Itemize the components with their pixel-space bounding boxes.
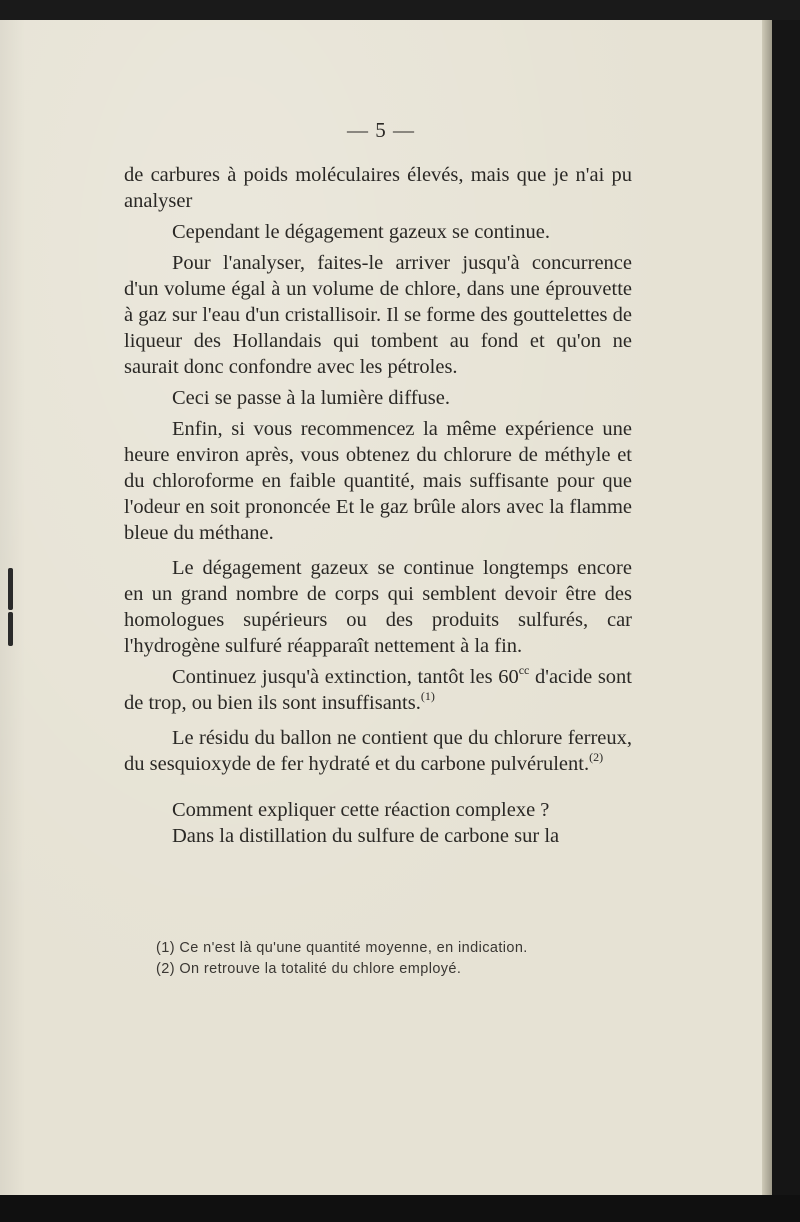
paragraph: Pour l'analyser, faites-le arriver jusqu'à concurrence d'un volume égal à un volume de chlore, dans une éprouvette à gaz sur l'eau d'un cristallisoir. Il se forme des gouttelettes de liqueur des Hollandais qui tombent au fond et qu'on ne saurait donc confondre avec les pétroles.: [124, 252, 632, 378]
paragraph: de carbures à poids moléculaires élevés, mais que je n'ai pu analyser: [124, 164, 632, 212]
page-edge: [762, 20, 772, 1195]
paragraph: Enfin, si vous recommencez la même expérience une heure environ après, vous obtenez du chlorure de méthyle et du chloroforme en faible quantité, mais suffisante pour que l'odeur en soit prononcée Et le gaz brûle alors avec la flamme bleue du méthane.: [124, 418, 632, 544]
paragraph-text: Le résidu du ballon ne contient que du chlorure ferreux, du sesquioxyde de fer hydraté et du carbone pulvérulent.: [124, 727, 632, 775]
footnote-ref: (1): [420, 689, 435, 704]
scan-border-top: [0, 0, 800, 20]
paragraph: [124, 725, 632, 777]
footnotes: [156, 938, 626, 980]
footnote: (1) Ce n'est là qu'une quantité moyenne, en indication.: [156, 940, 528, 956]
footnote: (2) On retrouve la totalité du chlore employé.: [156, 961, 462, 977]
footnote-ref: (2): [589, 750, 604, 765]
binding-mark: [8, 568, 13, 610]
page-number: — 5 —: [347, 118, 415, 142]
body-text: [124, 162, 632, 849]
scan-border-bottom: [0, 1195, 800, 1222]
paragraph: Dans la distillation du sulfure de carbone sur la: [172, 825, 560, 847]
paragraph: Ceci se passe à la lumière diffuse.: [172, 387, 450, 409]
binding-mark: [8, 612, 13, 646]
paragraph-text: d'acide sont de trop, ou bien ils sont insuffisants.: [124, 666, 633, 714]
paragraph: Le dégagement gazeux se continue longtemps encore en un grand nombre de corps qui semblent devoir être des homologues supérieurs ou des produits sulfurés, car l'hydrogène sulfuré réapparaît nettement à la fin.: [124, 557, 632, 657]
paragraph-text: Continuez jusqu'à extinction, tantôt les 60: [172, 666, 519, 688]
superscript-unit: cc: [518, 663, 530, 678]
paragraph: Cependant le dégagement gazeux se continue.: [172, 221, 550, 243]
paragraph: Comment expliquer cette réaction complexe ?: [172, 799, 550, 821]
paragraph: [124, 664, 632, 716]
